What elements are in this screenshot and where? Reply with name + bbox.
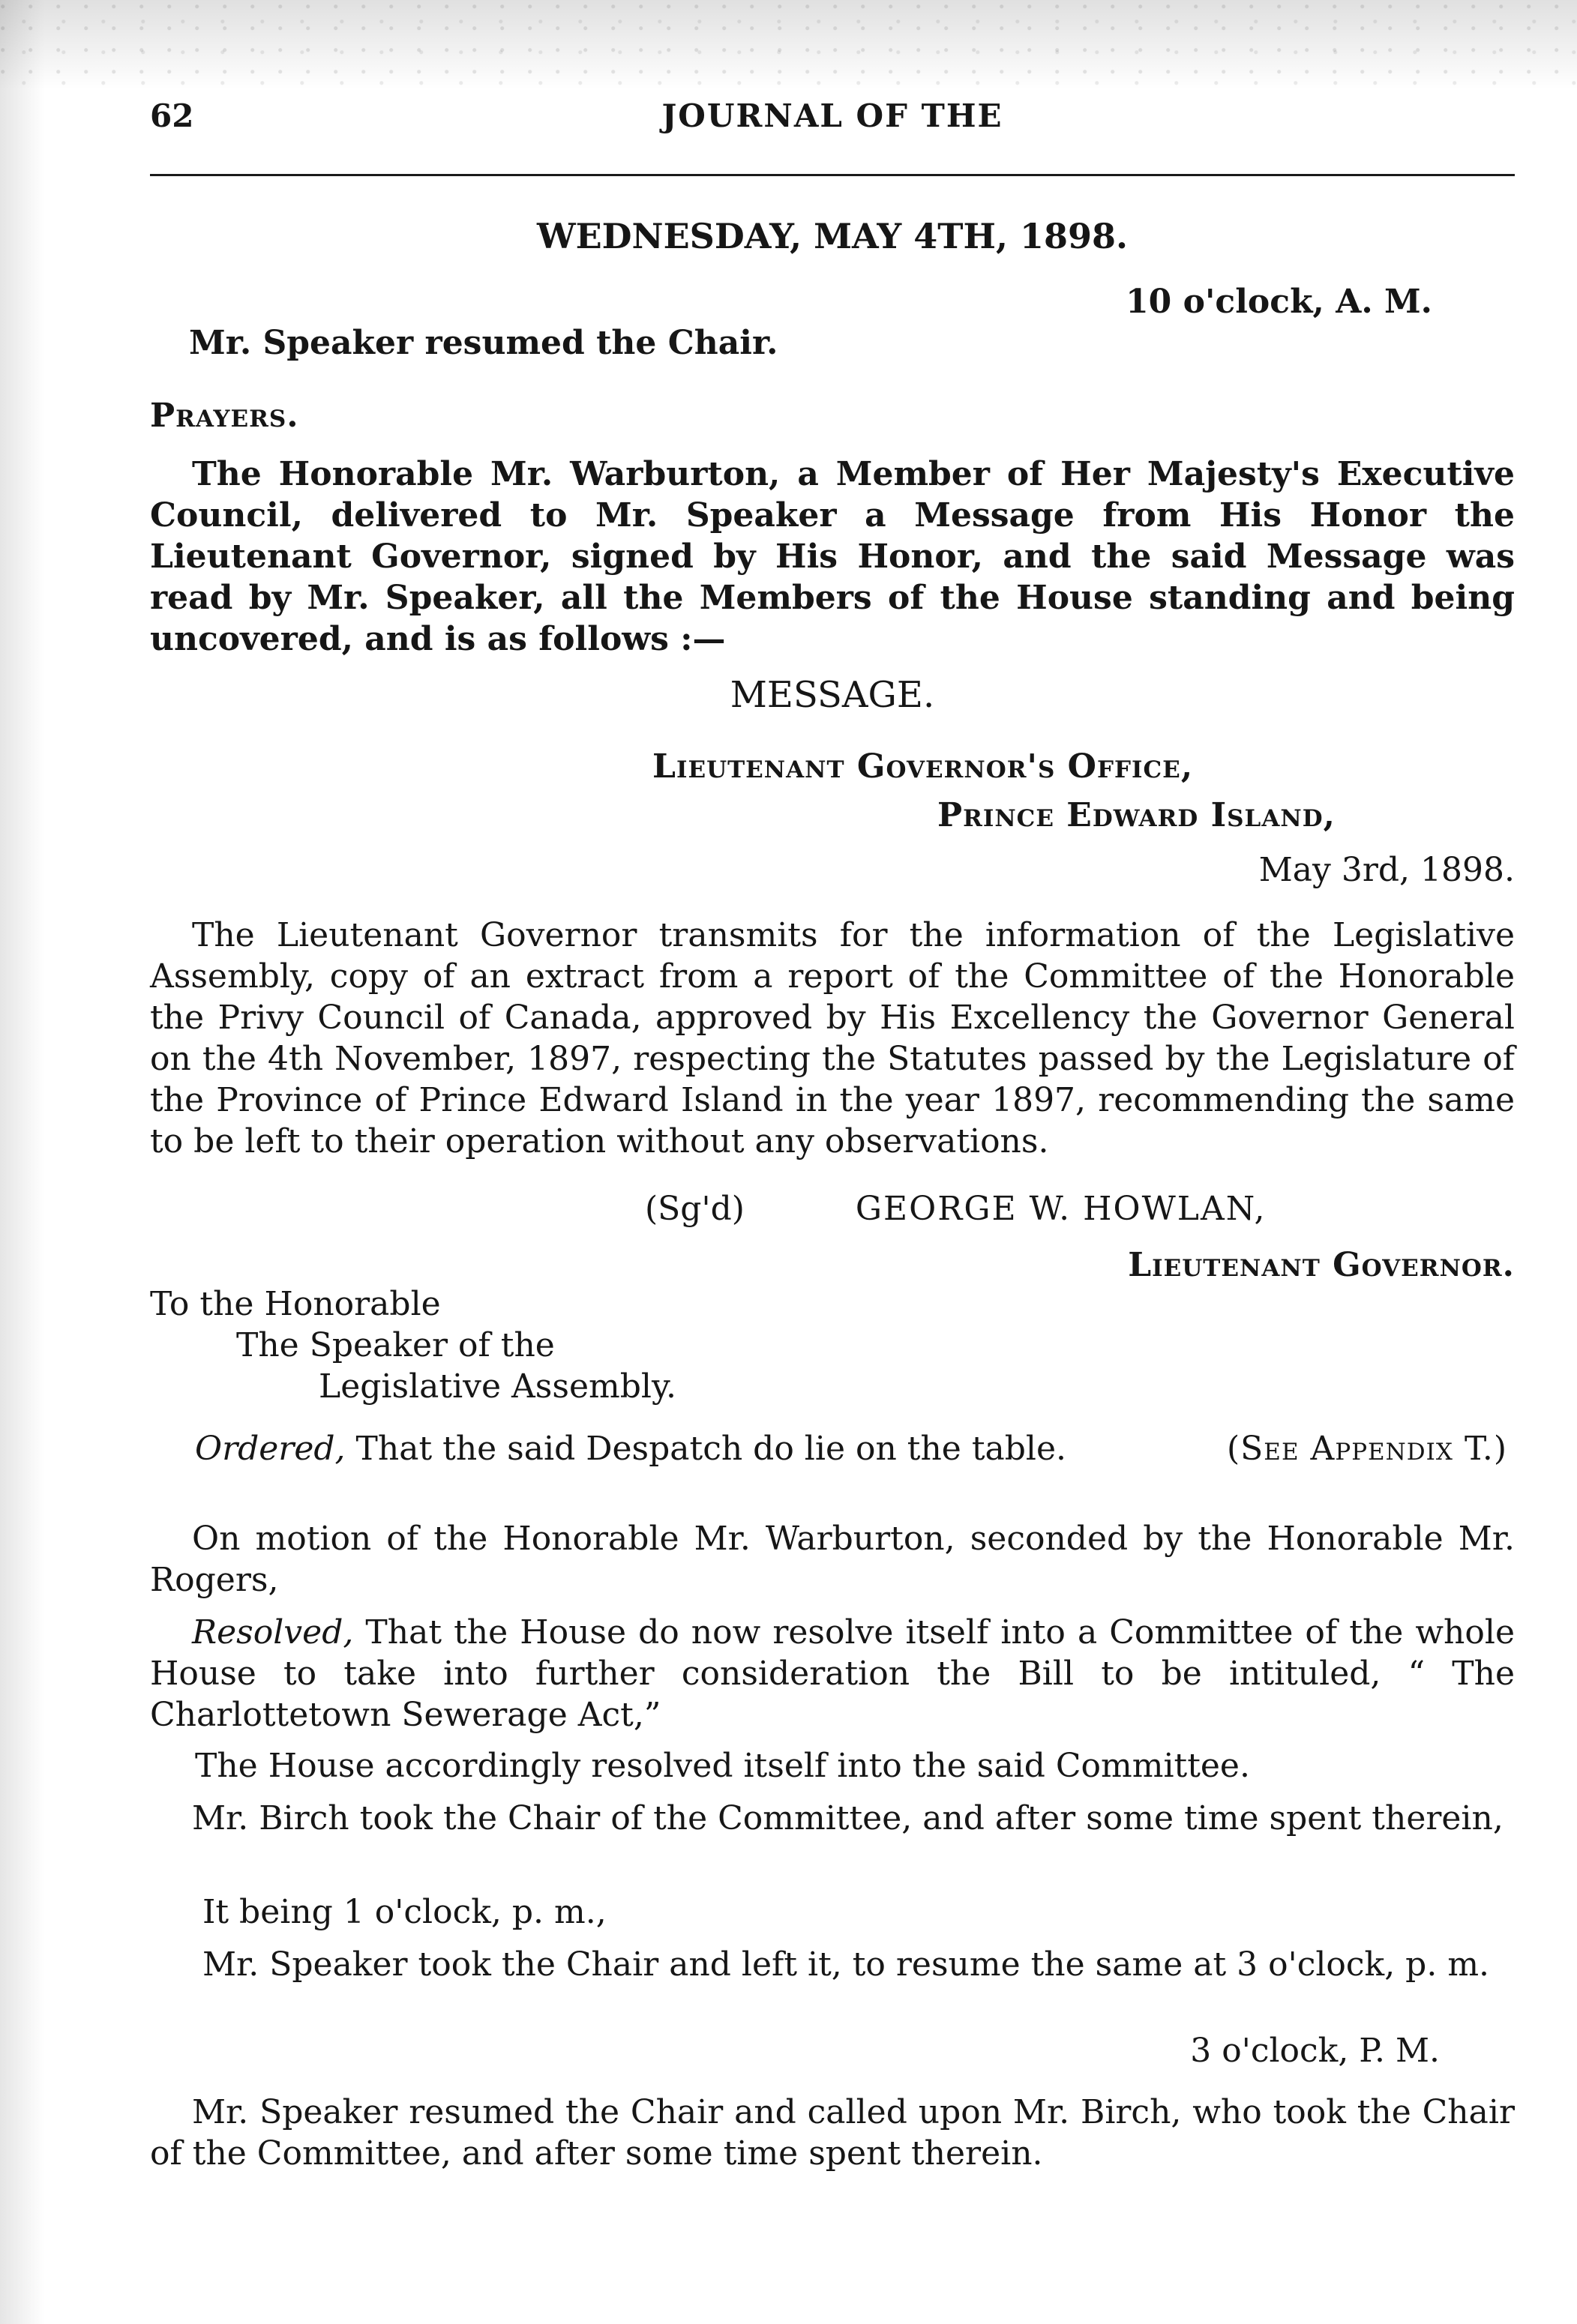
resolved-label: Resolved,	[192, 1613, 354, 1652]
paragraph-birch: Mr. Birch took the Chair of the Committee, and after some time spent therein,	[192, 1799, 1504, 1837]
running-head: JOURNAL OF THE	[661, 97, 1003, 134]
paragraph-resumed-birch: Mr. Speaker resumed the Chair and called upon Mr. Birch, who took the Chair of the Committee, and after some time spent therein.	[150, 2093, 1515, 2173]
time-afternoon: 3 o'clock, P. M.	[1190, 2032, 1440, 2070]
scan-edge-shadow	[0, 0, 45, 2324]
message-title: MESSAGE.	[730, 674, 935, 716]
message-island: Prince Edward Island,	[937, 796, 1336, 834]
signature-line	[150, 1188, 1515, 1229]
message-date: May 3rd, 1898.	[1258, 851, 1515, 889]
signed-title: Lieutenant Governor.	[1128, 1246, 1515, 1284]
speaker-resumed: Mr. Speaker resumed the Chair.	[189, 324, 778, 362]
message-body: The Lieutenant Governor transmits for the information of the Legislative Assembly, copy of an extract from a report of the Committee of the Honorable the Privy Council of Canada, approved by His Excellency the Governor General on the 4th November, 1897, respecting the Statutes passed by the Legislature of the Province of Prince Edward Island in the year 1897, recommending the same to be left to their operation without any observations.	[150, 916, 1515, 1161]
paragraph-one-oclock: It being 1 o'clock, p. m.,	[202, 1893, 607, 1931]
signed-prefix: (Sg'd)	[645, 1190, 745, 1228]
resolved-paragraph	[150, 1612, 1515, 1736]
address-line-3: Legislative Assembly.	[319, 1367, 676, 1406]
ordered-paragraph	[150, 1428, 1515, 1469]
header-rule	[150, 174, 1515, 176]
paragraph-left-chair: Mr. Speaker took the Chair and left it, to resume the same at 3 o'clock, p. m.	[202, 1945, 1490, 1984]
paragraph-accordingly: The House accordingly resolved itself into the said Committee.	[195, 1747, 1250, 1785]
message-office: Lieutenant Governor's Office,	[652, 747, 1194, 786]
appendix-reference: (See Appendix T.)	[1227, 1430, 1507, 1468]
page-number: 62	[150, 97, 194, 134]
page-header	[150, 97, 1515, 142]
date-heading: WEDNESDAY, MAY 4TH, 1898.	[536, 216, 1129, 256]
time-morning: 10 o'clock, A. M.	[1126, 283, 1432, 321]
signed-name: GEORGE W. HOWLAN,	[855, 1190, 1267, 1228]
scan-noise	[0, 0, 1577, 90]
ordered-label: Ordered,	[195, 1430, 346, 1468]
prayers-heading: Prayers.	[150, 397, 299, 435]
resolved-text: That the House do now resolve itself into a Committee of the whole House to take into further consideration the Bill to be intituled, “ The Charlottetown Sewerage Act,”	[150, 1613, 1515, 1734]
address-line-1: To the Honorable	[150, 1285, 441, 1323]
paragraph-motion: On motion of the Honorable Mr. Warburton, seconded by the Honorable Mr. Rogers,	[150, 1520, 1515, 1599]
ordered-text: That the said Despatch do lie on the table.	[355, 1430, 1067, 1468]
address-line-2: The Speaker of the	[236, 1326, 555, 1364]
paragraph-warburton: The Honorable Mr. Warburton, a Member of Her Majesty's Executive Council, delivered to Mr. Speaker a Message from His Honor the Lieutenant Governor, signed by His Honor, and the said Message was read by Mr. Speaker, all the Members of the House standing and being uncovered, and is as follows :—	[150, 455, 1515, 658]
